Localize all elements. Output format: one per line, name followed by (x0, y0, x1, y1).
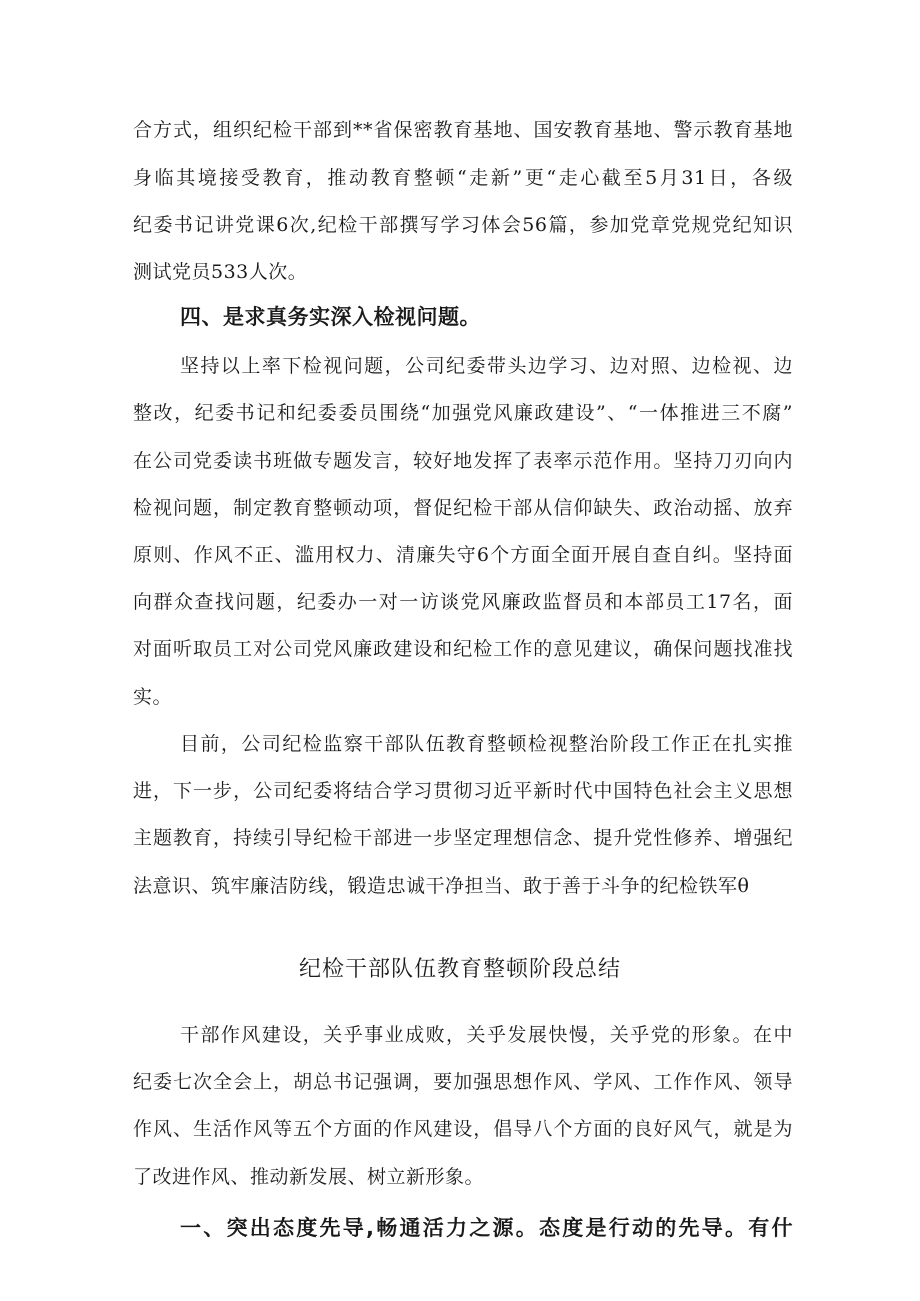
paragraph-line: 检视问题，制定教育整顿动项，督促纪检干部从信仰缺失、政治动摇、放弃 (133, 497, 793, 519)
paragraph-line: 向群众查找问题，纪委办一对一访谈党风廉政监督员和本部员工17名，面 (133, 591, 793, 613)
document-title: 纪检干部队伍教育整顿阶段总结 (298, 957, 621, 982)
paragraph-line: 主题教育，持续引导纪检干部进一步坚定理想信念、提升党性修养、增强纪 (133, 827, 793, 849)
paragraph-line: 法意识、筑牢廉洁防线，锻造忠诚干净担当、敢于善于斗争的纪检铁军θ (133, 875, 750, 897)
point-heading: 一、突出态度先导,畅通活力之源。态度是行动的先导。有什 (180, 1216, 793, 1240)
section-heading: 四、是求真务实深入检视问题。 (180, 305, 481, 329)
paragraph-line: 坚持以上率下检视问题，公司纪委带头边学习、边对照、边检视、边 (180, 355, 793, 377)
paragraph-line: 了改进作风、推动新发展、树立新形象。 (133, 1166, 485, 1188)
paragraph-line: 合方式，组织纪检干部到**省保密教育基地、国安教育基地、警示教育基地 (133, 119, 793, 141)
paragraph-line: 干部作风建设，关乎事业成败，关乎发展快慢，关乎党的形象。在中 (180, 1024, 793, 1046)
paragraph-line: 作风、生活作风等五个方面的作风建设，倡导八个方面的良好风气，就是为 (133, 1118, 793, 1140)
paragraph-line: 进，下一步，公司纪委将结合学习贯彻习近平新时代中国特色社会主义思想 (133, 780, 793, 802)
paragraph-line: 原则、作风不正、滥用权力、清廉失守6个方面全面开展自查自纠。坚持面 (133, 544, 793, 566)
paragraph-line: 身临其境接受教育，推动教育整顿“走新”更“走心截至5月31日，各级 (133, 167, 793, 189)
paragraph-line: 测试党员533人次。 (133, 261, 308, 283)
paragraph-line: 在公司党委读书班做专题发言，较好地发挥了表率示范作用。坚持刀刃向内 (133, 450, 793, 472)
paragraph-line: 纪委书记讲党课6次,纪检干部撰写学习体会56篇，参加党章党规党纪知识 (133, 214, 793, 236)
paragraph-line: 整改，纪委书记和纪委委员围绕“加强党风廉政建设”、“一体推进三不腐” (133, 402, 793, 424)
paragraph-line: 目前，公司纪检监察干部队伍教育整顿检视整治阶段工作正在扎实推 (180, 733, 793, 755)
paragraph-line: 对面听取员工对公司党风廉政建设和纪检工作的意见建议，确保问题找准找 (133, 638, 793, 660)
paragraph-line: 实。 (133, 686, 173, 708)
paragraph-line: 纪委七次全会上，胡总书记强调，要加强思想作风、学风、工作作风、领导 (133, 1071, 793, 1093)
